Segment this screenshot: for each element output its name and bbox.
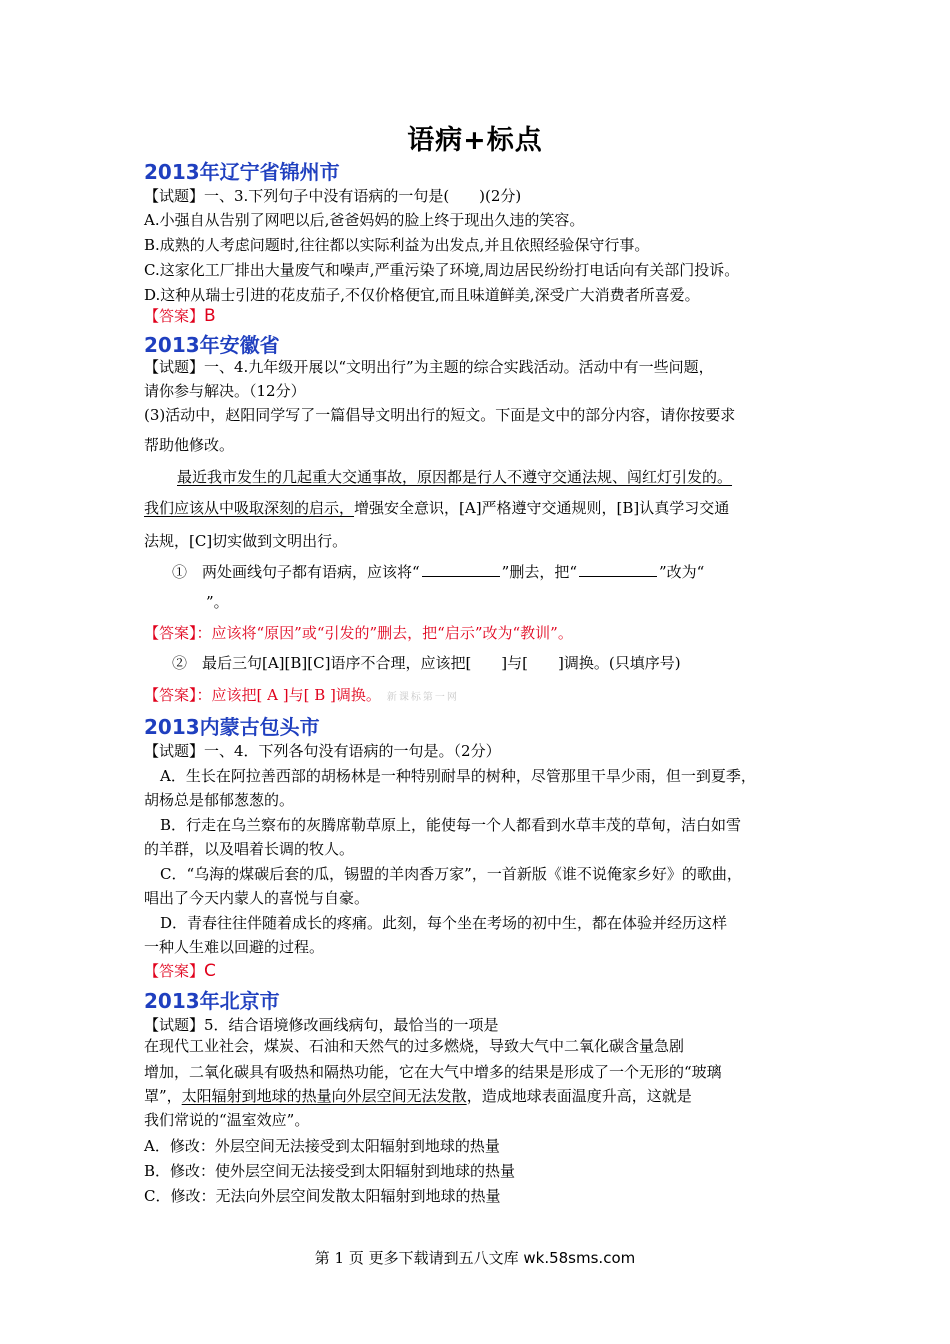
passage-text: ，造成地球表面温度升高，这就是: [466, 1087, 692, 1105]
option-c: C.这家化工厂排出大量废气和噪声,严重污染了环境,周边居民纷纷打电话向有关部门投诉。: [144, 261, 740, 279]
option-a: A.小强自从告别了网吧以后,爸爸妈妈的脸上终于现出久违的笑容。: [144, 211, 585, 229]
answer-label: 【答案】: [144, 962, 205, 980]
underlined-sentence: 最近我市发生的几起重大交通事故，原因都是行人不遵守交通法规、闯红灯引发的。: [177, 468, 733, 486]
passage-line: 在现代工业社会，煤炭、石油和天然气的过多燃烧，导致大气中二氧化碳含量急剧: [144, 1037, 685, 1055]
passage-text: 罩”，: [144, 1087, 182, 1105]
answer-line: [144, 685, 459, 708]
answer-label: 【答案】: [144, 307, 205, 325]
option-a: A．修改：外层空间无法接受到太阳辐射到地球的热量: [144, 1137, 500, 1155]
answer-line: 【答案】：应该将“原因”或“引发的”删去，把“启示”改为“教训”。: [144, 624, 573, 642]
question-text: 【试题】一、4.九年级开展以“文明出行”为主题的综合实践活动。活动中有一些问题，: [144, 358, 714, 376]
question-text: 【试题】一、3.下列句子中没有语病的一句是( )(2分): [144, 187, 522, 205]
option-a-cont: 胡杨总是郁郁葱葱的。: [144, 791, 295, 809]
answer-line: [144, 961, 216, 981]
underlined-sentence: 我们应该从中吸取深刻的启示，: [144, 499, 355, 517]
blank-2: [579, 562, 657, 577]
option-b: B.成熟的人考虑问题时,往往都以实际利益为出发点,并且依照经验保守行事。: [144, 236, 650, 254]
passage-line: [144, 1086, 692, 1106]
fill-blank-question: [172, 562, 704, 582]
option-c: C．修改：无法向外层空间发散太阳辐射到地球的热量: [144, 1187, 501, 1205]
option-a: A．生长在阿拉善西部的胡杨林是一种特别耐旱的树种，尽管那里干旱少雨，但一到夏季，: [160, 767, 756, 785]
footer-text: 第 1 页 更多下载请到五八文库: [314, 1249, 524, 1267]
passage-line: [144, 498, 729, 518]
underlined-sentence: 太阳辐射到地球的热量向外层空间无法发散: [181, 1087, 467, 1105]
option-d-cont: 一种人生难以回避的过程。: [144, 938, 325, 956]
fill-text: ”改为“: [659, 563, 705, 581]
section-heading-beijing: 2013年北京市: [144, 989, 280, 1013]
section-heading-baotou: 2013内蒙古包头市: [144, 715, 320, 739]
fill-blank-end: ”。: [206, 593, 229, 611]
footer-site-link[interactable]: wk.58sms.com: [523, 1249, 636, 1267]
passage-line: [177, 467, 732, 487]
blank-1: [422, 562, 500, 577]
question-text-cont: 请你参与解决。（12分）: [144, 382, 306, 400]
section-heading-anhui: 2013年安徽省: [144, 333, 280, 357]
passage-line: 我们常说的“温室效应”。: [144, 1111, 310, 1129]
sub-question-2: ② 最后三句[A][B][C]语序不合理，应该把[ ]与[ ]调换。(只填序号): [172, 654, 681, 672]
answer-text: 【答案】：应该把[ A ]与[ B ]调换。: [144, 686, 381, 704]
sub-question: (3)活动中，赵阳同学写了一篇倡导文明出行的短文。下面是文中的部分内容，请你按要求: [144, 406, 736, 424]
question-text: 【试题】5．结合语境修改画线病句，最恰当的一项是: [144, 1016, 499, 1034]
page-footer: [0, 1247, 950, 1268]
option-b: B．行走在乌兰察布的灰腾席勒草原上，能使每一个人都看到水草丰茂的草甸，洁白如雪: [160, 816, 742, 834]
fill-text: ”删去，把“: [501, 563, 578, 581]
answer-value: B: [204, 306, 216, 326]
answer-line: [144, 306, 216, 326]
option-b-cont: 的羊群，以及唱着长调的牧人。: [144, 840, 355, 858]
section-heading-jinzhou: 2013年辽宁省锦州市: [144, 160, 340, 184]
question-text: 【试题】一、4．下列各句没有语病的一句是。（2分）: [144, 742, 501, 760]
option-d: D.这种从瑞士引进的花皮茄子,不仅价格便宜,而且味道鲜美,深受广大消费者所喜爱。: [144, 286, 700, 304]
sub-question-cont: 帮助他修改。: [144, 436, 235, 454]
option-c: C．“乌海的煤碳后套的瓜，锡盟的羊肉香万家”，一首新版《谁不说俺家乡好》的歌曲，: [160, 865, 742, 883]
option-d: D．青春往往伴随着成长的疼痛。此刻，每个坐在考场的初中生，都在体验并经历这样: [160, 914, 728, 932]
passage-line: 增加，二氧化碳具有吸热和隔热功能，它在大气中增多的结果是形成了一个无形的“玻璃: [144, 1063, 722, 1081]
option-c-cont: 唱出了今天内蒙人的喜悦与自豪。: [144, 889, 370, 907]
passage-text: 增强安全意识，[A]严格遵守交通规则，[B]认真学习交通: [354, 499, 730, 517]
answer-value: C: [204, 961, 216, 981]
fill-text: ① 两处画线句子都有语病，应该将“: [172, 563, 420, 581]
passage-line: 法规，[C]切实做到文明出行。: [144, 532, 348, 550]
option-b: B．修改：使外层空间无法接受到太阳辐射到地球的热量: [144, 1162, 516, 1180]
watermark-text: 新课标第一网: [386, 692, 459, 703]
page-title: 语病+标点: [407, 125, 543, 156]
